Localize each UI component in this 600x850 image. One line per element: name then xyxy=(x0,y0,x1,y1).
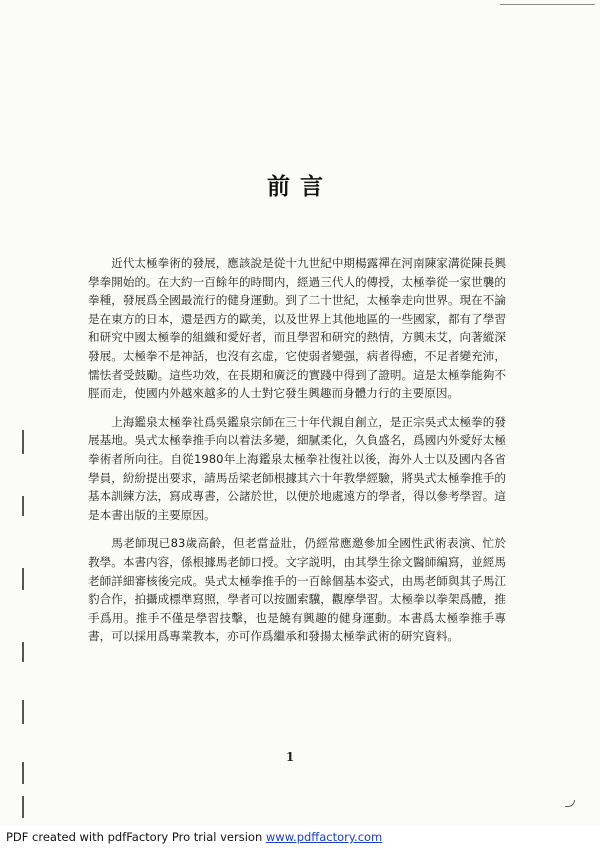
scan-mark-left xyxy=(22,568,24,590)
body-text xyxy=(88,254,506,656)
page-title: 前言 xyxy=(267,173,333,200)
scan-mark-left xyxy=(22,642,24,662)
scan-mark-left xyxy=(22,796,24,818)
paragraph-1: 近代太極拳術的發展，應該說是從十九世紀中期楊露禪在河南陳家溝從陳長興學拳開始的。在大約一百餘年的時間内，經過三代人的傳授，太極拳從一家世襲的拳種，發展爲全國最流行的健身運動。到了二十世紀，太極拳走向世界。現在不論是在東方的日本，還是西方的歐美，以及世界上其他地區的一些國家，都有了學習和研究中國太極拳的組織和愛好者，而且學習和研究的熱情，方興未艾，向著縱深發展。太極拳不是神話，也沒有玄虚，它使弱者變强，病者得癒，不足者變充沛，懦怯者受鼓勵。這些功效，在長期和廣泛的實踐中得到了證明。這是太極拳能夠不脛而走，使國内外越來越多的人士對它發生興趣而身體力行的主要原因。 xyxy=(88,256,506,401)
scan-mark-left xyxy=(22,430,24,454)
scan-mark-left xyxy=(22,762,24,784)
page-number: 1 xyxy=(285,750,295,764)
scan-mark-corner xyxy=(565,800,575,807)
scan-top-edge xyxy=(500,4,595,5)
scan-mark-left xyxy=(22,496,24,516)
paragraph-2: 上海鑑泉太極拳社爲吳鑑泉宗師在三十年代親自創立，是正宗吳式太極拳的發展基地。吳式太極拳推手向以着法多變，細膩柔化，久負盛名，爲國内外愛好太極拳術者所向往。自從1980年上海鑑泉太極拳社復社以後，海外人士以及國内各省學員，紛紛提出要求，請馬岳梁老師根據其六十年教學經驗，將吳式太極拳推手的基本訓練方法，寫成專書，公諸於世，以便於地處遠方的學者，得以參考學習。這是本書出版的主要原因。 xyxy=(88,414,506,522)
pdffactory-link[interactable]: www.pdffactory.com xyxy=(265,830,383,844)
footer-text: PDF created with pdfFactory Pro trial version xyxy=(6,830,266,844)
paragraph-3: 馬老師現已83歲高齡，但老當益壯，仍經常應邀參加全國性武術表演、忙於教學。本書内容，係根據馬老師口授。文字説明，由其學生徐文醫師編寫，並經馬老師詳細審核後完成。吳式太極拳推手的一百餘個基本姿式，由馬老師與其子馬江豹合作，拍攝成標準寫照，學者可以按圖索驥，觀摩學習。太極拳以拳架爲體，推手爲用。推手不僅是學習技擊，也是饒有興趣的健身運動。本書爲太極拳推手專書，可以採用爲專業教本，亦可作爲繼承和發揚太極拳武術的研究資料。 xyxy=(88,536,506,644)
scan-mark-left xyxy=(22,700,24,724)
pdf-footer xyxy=(6,830,382,844)
